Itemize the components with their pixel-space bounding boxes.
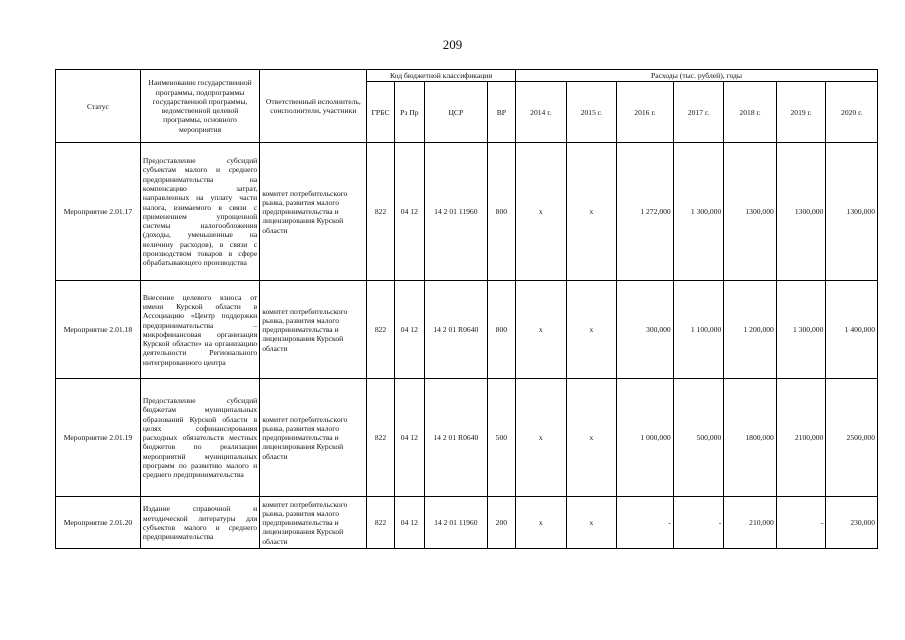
row-2015: x — [566, 379, 617, 497]
row-2016: 1 000,000 — [617, 379, 674, 497]
row-vr: 500 — [487, 379, 515, 497]
row-2020: 1 400,000 — [826, 281, 878, 379]
header-2018: 2018 г. — [724, 82, 777, 143]
budget-table — [55, 69, 878, 549]
row-csr: 14 2 01 R0640 — [425, 379, 488, 497]
row-responsible: комитет потребительского рынка, развития малого предпринимательства и лицензирования Курской области — [260, 497, 367, 549]
row-rzpr: 04 12 — [394, 143, 424, 281]
header-2016: 2016 г. — [617, 82, 674, 143]
row-2018: 1 200,000 — [724, 281, 777, 379]
header-2014: 2014 г. — [516, 82, 567, 143]
row-2015: x — [566, 497, 617, 549]
row-name: Предоставление субсидий субъектам малого и среднего предпринимательства на компенсацию затрат, направленных на уплату части налога, взимаемого в связи с применением упрощенной системы налогообложения (доходы, уменьшенные на величину расходов), в связи с производством товаров в сфере обрабатывающего производства — [140, 143, 259, 281]
row-2017: 1 100,000 — [673, 281, 724, 379]
row-status: Мероприятие 2.01.17 — [56, 143, 141, 281]
header-2015: 2015 г. — [566, 82, 617, 143]
row-2018: 1300,000 — [724, 143, 777, 281]
row-rzpr: 04 12 — [394, 281, 424, 379]
header-grbs: ГРБС — [367, 82, 394, 143]
row-2019: 1 300,000 — [776, 281, 826, 379]
table-row — [56, 143, 878, 281]
row-grbs: 822 — [367, 281, 394, 379]
row-2020: 2500,000 — [826, 379, 878, 497]
header-expenses: Расходы (тыс. рублей), годы — [516, 70, 878, 82]
row-2019: - — [776, 497, 826, 549]
row-vr: 800 — [487, 281, 515, 379]
row-csr: 14 2 01 11960 — [425, 143, 488, 281]
row-2017: - — [673, 497, 724, 549]
header-csr: ЦСР — [425, 82, 488, 143]
row-2014: x — [516, 143, 567, 281]
row-status: Мероприятие 2.01.19 — [56, 379, 141, 497]
row-2017: 500,000 — [673, 379, 724, 497]
row-2016: 300,000 — [617, 281, 674, 379]
row-csr: 14 2 01 R0640 — [425, 281, 488, 379]
row-status: Мероприятие 2.01.18 — [56, 281, 141, 379]
row-2020: 230,000 — [826, 497, 878, 549]
header-responsible: Ответственный исполнитель, соисполнители, участники — [260, 70, 367, 143]
header-2020: 2020 г. — [826, 82, 878, 143]
row-responsible: комитет потребительского рынка, развития малого предпринимательства и лицензирования Курской области — [260, 143, 367, 281]
row-name: Внесение целевого взноса от имени Курской области в Ассоциацию «Центр поддержки предпринимательства – микрофинансовая организация Курской области» на организацию деятельности Регионального интегрированного центра — [140, 281, 259, 379]
row-rzpr: 04 12 — [394, 497, 424, 549]
row-2018: 210,000 — [724, 497, 777, 549]
table-row — [56, 497, 878, 549]
row-csr: 14 2 01 11960 — [425, 497, 488, 549]
row-name: Издание справочной и методической литературы для субъектов малого и среднего предпринимательства — [140, 497, 259, 549]
row-grbs: 822 — [367, 143, 394, 281]
row-vr: 800 — [487, 143, 515, 281]
header-vr: ВР — [487, 82, 515, 143]
row-2014: x — [516, 281, 567, 379]
table-row — [56, 379, 878, 497]
row-rzpr: 04 12 — [394, 379, 424, 497]
row-2019: 1300,000 — [776, 143, 826, 281]
row-responsible: комитет потребительского рынка, развития малого предпринимательства и лицензирования Курской области — [260, 379, 367, 497]
row-name: Предоставление субсидий бюджетам муниципальных образований Курской области в целях софинансирования расходных обязательств местных бюджетов по реализации мероприятий муниципальных программ по развитию малого и среднего предпринимательства — [140, 379, 259, 497]
row-2014: x — [516, 497, 567, 549]
row-2015: x — [566, 143, 617, 281]
row-2014: x — [516, 379, 567, 497]
row-2020: 1300,000 — [826, 143, 878, 281]
row-2017: 1 300,000 — [673, 143, 724, 281]
row-2016: 1 272,000 — [617, 143, 674, 281]
header-budget-code: Код бюджетной классификации — [367, 70, 516, 82]
page-number: 209 — [442, 37, 463, 52]
row-2018: 1800,000 — [724, 379, 777, 497]
header-rzpr: Рз Пр — [394, 82, 424, 143]
row-status: Мероприятие 2.01.20 — [56, 497, 141, 549]
header-2019: 2019 г. — [776, 82, 826, 143]
row-grbs: 822 — [367, 379, 394, 497]
header-name: Наименование государственной программы, подпрограммы государственной программы, ведомственной целевой программы, основного мероприятия — [140, 70, 259, 143]
table-row — [56, 281, 878, 379]
row-responsible: комитет потребительского рынка, развития малого предпринимательства и лицензирования Курской области — [260, 281, 367, 379]
row-2015: x — [566, 281, 617, 379]
row-2016: - — [617, 497, 674, 549]
row-vr: 200 — [487, 497, 515, 549]
row-grbs: 822 — [367, 497, 394, 549]
header-status: Статус — [56, 70, 141, 143]
row-2019: 2100,000 — [776, 379, 826, 497]
header-2017: 2017 г. — [673, 82, 724, 143]
